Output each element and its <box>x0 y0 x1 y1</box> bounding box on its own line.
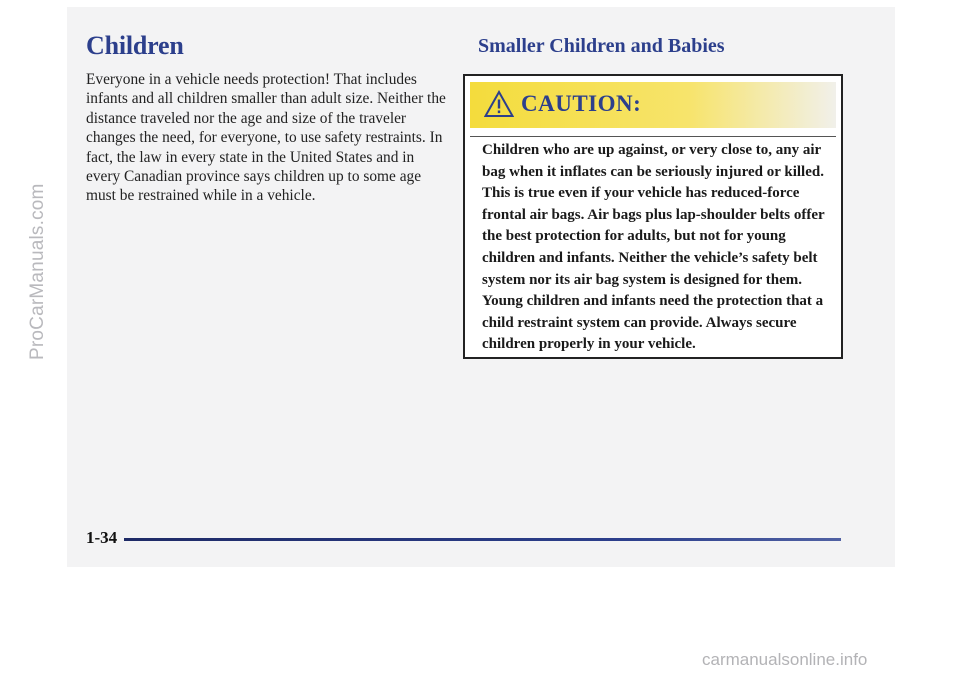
caution-divider <box>470 136 836 137</box>
caution-header <box>470 82 836 128</box>
footer-rule <box>124 538 841 541</box>
children-paragraph: Everyone in a vehicle needs protection! That includes infants and all children smaller than adult size. Neither the distance traveled nor the age and size of the traveler changes the need, for everyone, to use safety restraints. In fact, the law in every state in the United States and in every Canadian province says children up to some age must be restrained while in a vehicle. <box>86 71 446 205</box>
caution-label: CAUTION: <box>521 91 642 116</box>
warning-triangle-icon <box>484 90 514 118</box>
caution-text: Children who are up against, or very close to, any air bag when it inflates can be seriously injured or killed. This is true even if your vehicle has reduced-force frontal air bags. Air bags plus lap-shoulder belts offer the best protection for adults, but not for young children and infants. Neither the vehicle’s safety belt system nor its air bag system is designed for them. Young children and infants need the protection that a child restraint system can provide. Always secure children properly in your vehicle. <box>482 142 825 353</box>
bottom-watermark: carmanualsonline.info <box>702 650 868 669</box>
page-number: 1-34 <box>86 528 118 547</box>
section-heading-smaller-children: Smaller Children and Babies <box>478 35 725 57</box>
caution-box <box>463 74 843 359</box>
section-heading-children: Children <box>86 31 184 60</box>
side-watermark: ProCarManuals.com <box>27 183 48 360</box>
